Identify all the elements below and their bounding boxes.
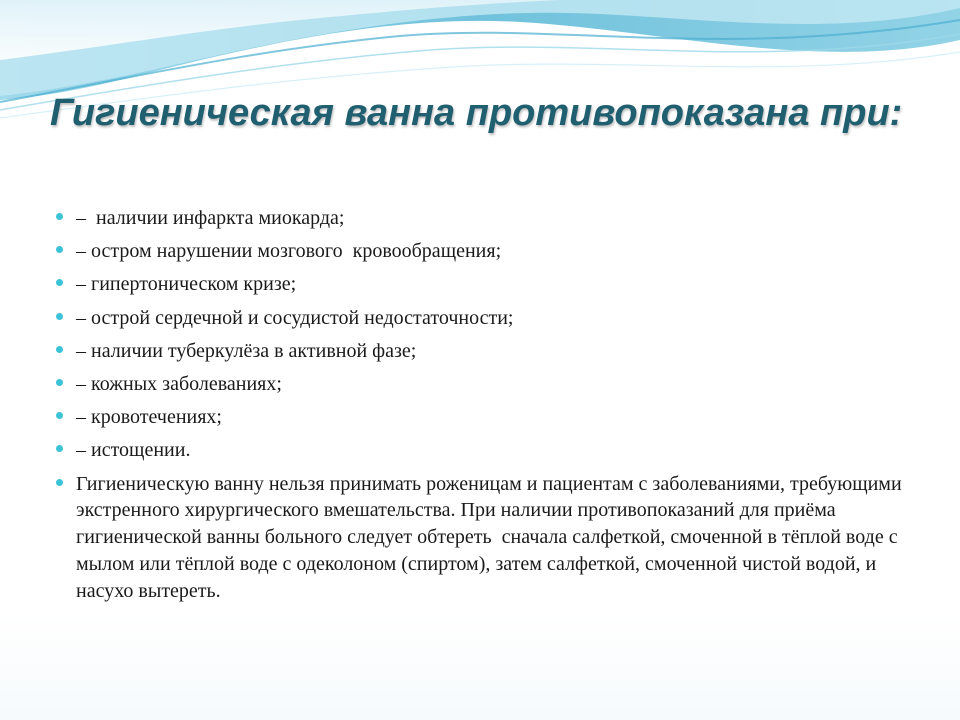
list-item <box>56 205 916 231</box>
list-item-text: – кожных заболеваниях; <box>76 372 282 395</box>
bullet-dot-icon <box>56 479 63 486</box>
list-item <box>56 338 916 364</box>
paragraph-text: Гигиеническую ванну нельзя принимать роженицам и пациентам с заболеваниями, требующими экстренного хирургического вмешательства. При наличии противопоказаний для приёма гигиенической ванны больного следует обтереть сначала салфеткой, смоченной в тёплой воде с мылом или тёплой воде с одеколоном (спиртом), затем салфеткой, смоченной чистой водой, и насухо вытереть. <box>76 472 907 602</box>
list-item-text: – гипертоническом кризе; <box>76 273 297 296</box>
bullet-dot-icon <box>56 246 63 253</box>
list-item-text: – кровотечениях; <box>76 406 222 429</box>
bullet-dot-icon <box>56 412 63 419</box>
list-item <box>56 404 916 430</box>
list-item <box>56 371 916 397</box>
bullet-list <box>56 205 916 612</box>
bullet-dot-icon <box>56 445 63 452</box>
bullet-dot-icon <box>56 313 63 320</box>
list-item-text: – наличии туберкулёза в активной фазе; <box>76 339 417 362</box>
bullet-dot-icon <box>56 346 63 353</box>
list-item-text: – наличии инфаркта миокарда; <box>76 207 345 229</box>
slide-title: Гигиеническая ванна противопоказана при: <box>50 92 903 134</box>
list-item <box>56 305 916 331</box>
bullet-dot-icon <box>56 213 63 220</box>
bullet-dot-icon <box>56 379 63 386</box>
list-item <box>56 238 916 264</box>
list-item-text: – остром нарушении мозгового кровообращения; <box>76 240 502 263</box>
list-item-text: – острой сердечной и сосудистой недостаточности; <box>76 306 514 329</box>
list-item <box>56 437 916 463</box>
bullet-dot-icon <box>56 279 63 286</box>
list-item-text: – истощении. <box>76 439 191 462</box>
paragraph-item <box>56 471 916 605</box>
list-item <box>56 271 916 297</box>
